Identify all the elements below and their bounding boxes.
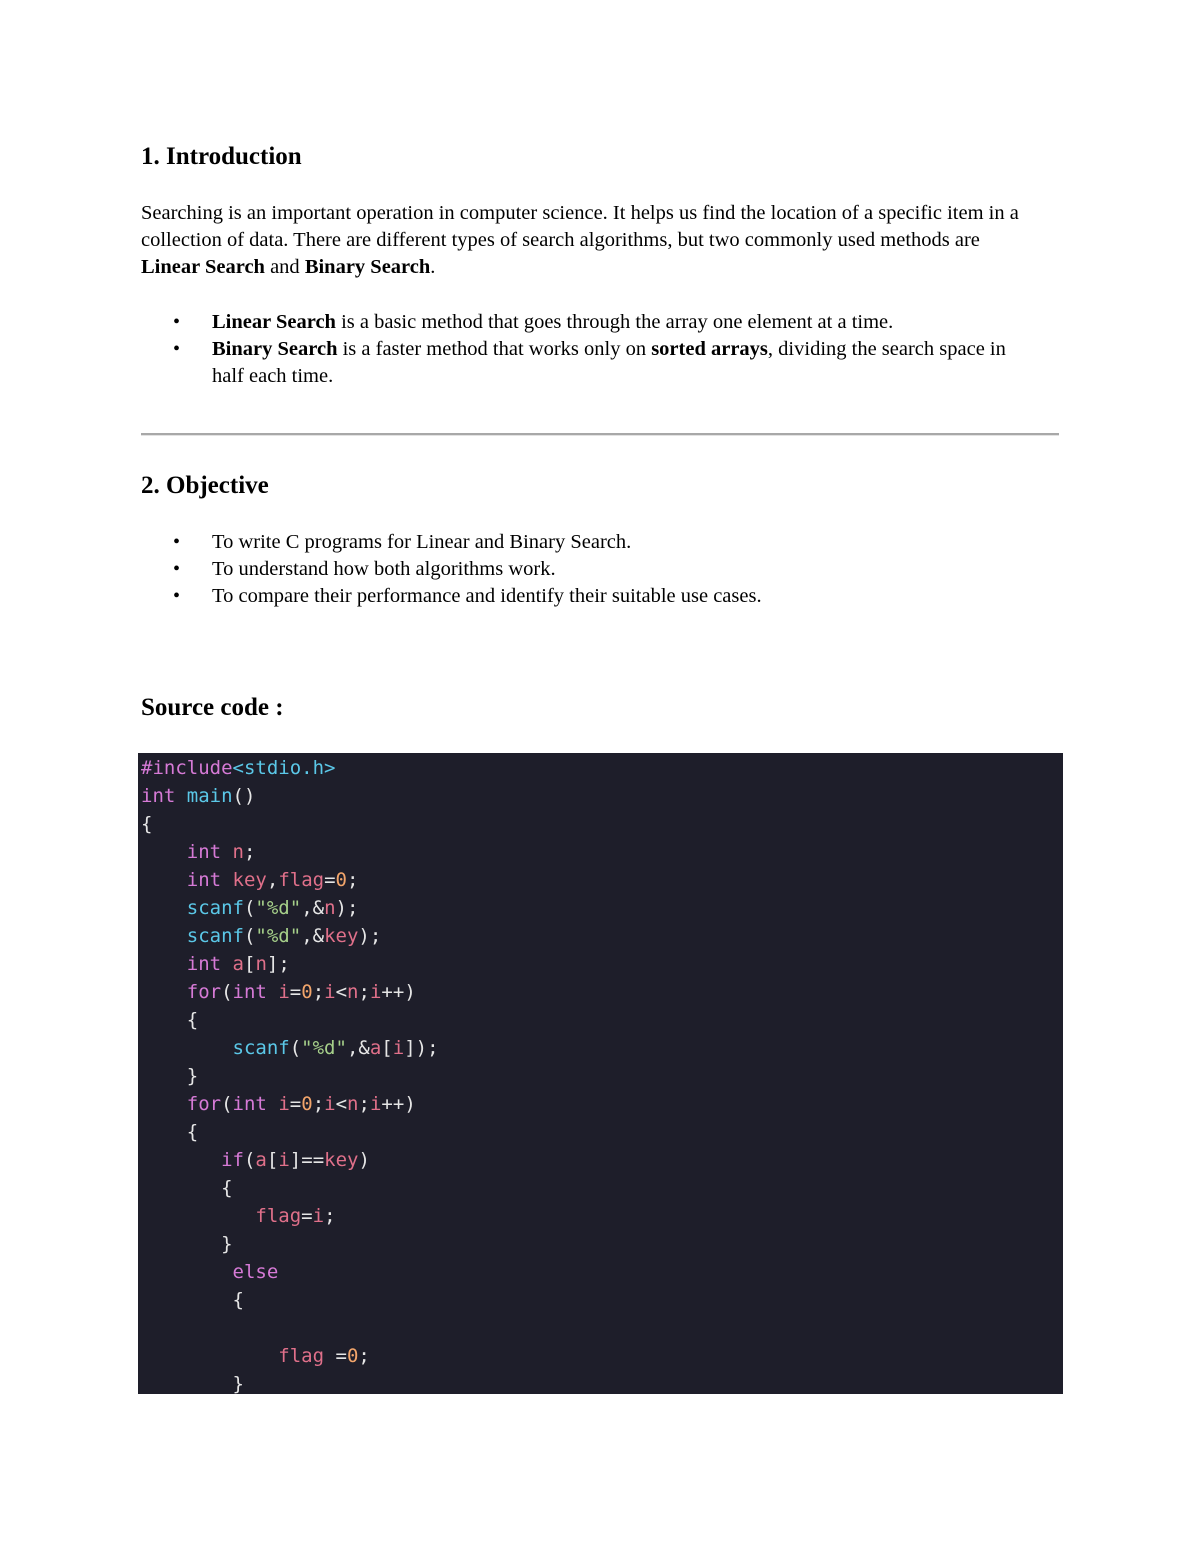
code-line: { [186,1009,199,1031]
code-line: else [232,1261,279,1283]
code-line: { [232,1289,244,1311]
code-line: { [186,1121,199,1143]
code-line: flag =0; [278,1345,370,1367]
bullet-icon: • [173,558,181,580]
bullet-bold: Linear Search [212,311,336,333]
bullet-text: To compare their performance and identify their suitable use cases. [212,585,762,607]
bullet-text: is a faster method that works only on [337,338,652,360]
list-item [141,309,1041,336]
objective-bullet-list [141,529,1041,610]
list-item [141,556,1041,583]
code-line: flag=i; [255,1205,336,1227]
bullet-text: To understand how both algorithms work. [212,558,556,580]
code-line: for(int i=0;i<n;i++) [186,1093,416,1115]
code-line: } [186,1065,199,1087]
code-line: { [141,813,153,835]
code-listing [141,754,439,1394]
code-line: int a[n]; [186,953,290,975]
bullet-text: , dividing the search space in half each time. [212,338,1006,387]
introduction-paragraph [141,200,1041,281]
code-block [138,753,1063,1394]
intro-text-2: and [264,256,305,278]
intro-text-3: . [430,256,436,278]
code-line: } [221,1233,233,1255]
source-code-heading: Source code : [141,694,284,721]
introduction-heading: 1. Introduction [141,143,302,170]
bullet-bold: sorted arrays [651,338,768,360]
bullet-icon: • [173,338,181,360]
intro-text-1: Searching is an important operation in computer science. It helps us find the location of a specific item in a collection of data. There are different types of search algorithms, but two commonly used methods are [141,202,1019,251]
code-line: } [232,1373,244,1394]
bullet-text: To write C programs for Linear and Binary Search. [212,531,632,553]
list-item [141,583,1041,610]
code-line: int key,flag=0; [186,869,359,891]
bullet-bold: Binary Search [212,338,338,360]
code-line: scanf("%d",&n); [186,897,359,919]
code-line: int main() [141,785,256,807]
introduction-bullet-list [141,309,1041,390]
code-line: scanf("%d",&key); [186,925,382,947]
code-line: scanf("%d",&a[i]); [232,1037,439,1059]
code-line: int n; [186,841,256,863]
list-item [141,529,1041,556]
code-line [141,1314,439,1342]
intro-bold-linear: Linear Search [141,256,265,278]
bullet-icon: • [173,311,181,333]
bullet-text: is a basic method that goes through the array one element at a time. [335,311,894,333]
objective-heading: 2. Objective [141,472,269,499]
code-line: #include<stdio.h> [141,757,336,779]
bullet-icon: • [173,585,181,607]
code-line: { [221,1177,233,1199]
bullet-icon: • [173,531,181,553]
intro-bold-binary: Binary Search [304,256,431,278]
list-item [141,336,1041,390]
section-divider [141,433,1059,436]
code-line: if(a[i]==key) [221,1149,370,1171]
code-line: for(int i=0;i<n;i++) [186,981,416,1003]
